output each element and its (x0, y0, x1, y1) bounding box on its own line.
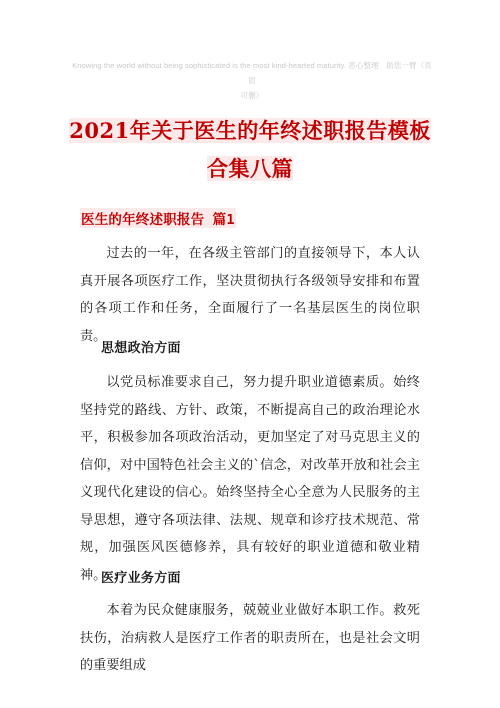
sub-heading-medical: 医疗业务方面 (101, 571, 181, 586)
sub-heading-political: 思想政治方面 (101, 341, 181, 356)
document-title-text: 2021年关于医生的年终述职报告模板合集八篇 (69, 118, 431, 181)
section-heading: 医生的年终述职报告 篇1 (80, 208, 236, 228)
document-title (60, 112, 440, 188)
page-header-note (72, 58, 432, 103)
header-note-line2: 可删） (240, 91, 264, 100)
paragraph-intro: 过去的一年，在各级主管部门的直接领导下，本人认真开展各项医疗工作，坚决贯彻执行各级领导安排和布置的各项工作和任务，全面履行了一名基层医生的岗位职责。 (80, 246, 420, 344)
header-note-line1: Knowing the world without being sophisticated is the most kind-hearted maturity. 恶心整理 助您一臂（页眉 (72, 61, 432, 85)
paragraph-medical: 本着为民众健康服务，兢兢业业做好本职工作。救死扶伤，治病救人是医疗工作者的职责所在，也是社会文明的重要组成 (80, 603, 420, 673)
paragraph-political: 以党员标准要求自己，努力提升职业道德素质。始终坚持党的路线、方针、政策，不断提高自己的政治理论水平，积极参加各项政治活动，更加坚定了对马克思主义的信仰，对中国特色社会主义的`信念，对改革开放和社会主义现代化建设的信心。始终坚持全心全意为人民服务的主导思想，遵守各项法律、法规、规章和诊疗技术规范、常规，加强医风医德修养，具有较好的职业道德和敬业精神。 (80, 375, 420, 583)
